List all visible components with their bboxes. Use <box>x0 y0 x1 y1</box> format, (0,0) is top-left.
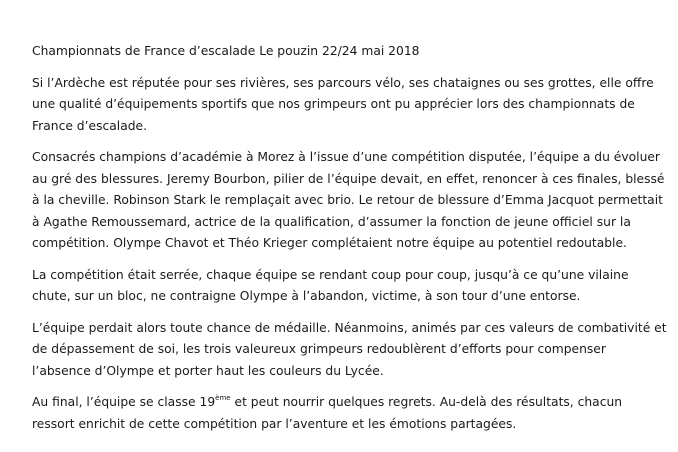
document-body <box>32 41 668 445</box>
paragraph-competition: La compétition était serrée, chaque équipe se rendant coup pour coup, jusqu’à ce qu’une vilaine chute, sur un bloc, ne contraigne Olympe à l’abandon, victime, à son tour d’une entorse. <box>32 267 629 303</box>
paragraph-effort: L’équipe perdait alors toute chance de médaille. Néanmoins, animés par ces valeurs de combativité et de dépassement de soi, les trois valeureux grimpeurs redoublèrent d’efforts pour compenser l’absence d’Olympe et porter haut les couleurs du Lycée. <box>32 320 667 378</box>
paragraph-final <box>32 392 668 435</box>
rank-number: 19 <box>199 395 216 409</box>
rank-suffix: ème <box>215 394 231 402</box>
document-title: Championnats de France d’escalade Le pouzin 22/24 mai 2018 <box>32 44 420 58</box>
final-text-start: Au final, l’équipe se classe <box>32 395 200 409</box>
paragraph-team: Consacrés champions d’académie à Morez à l’issue d’une compétition disputée, l’équipe a du évoluer au gré des blessures. Jeremy Bourbon, pilier de l’équipe devait, en effet, renoncer à ces finales, blessé à la cheville. Robinson Stark le remplaçait avec brio. Le retour de blessure d’Emma Jacquot permettait à Agathe Remoussemard, actrice de la qualification, d’assumer la fonction de jeune officiel sur la compétition. Olympe Chavot et Théo Krieger complétaient notre équipe au potentiel redoutable. <box>32 150 665 250</box>
final-text-end: et peut nourrir quelques regrets. Au-delà des résultats, chacun ressort enrichit de cette compétition par l’aventure et les émotions partagées. <box>32 395 623 431</box>
paragraph-ardeche: Si l’Ardèche est réputée pour ses rivières, ses parcours vélo, ses chataignes ou ses grottes, elle offre une qualité d’équipements sportifs que nos grimpeurs ont pu apprécier lors des championnats de France d’escalade. <box>32 75 654 133</box>
